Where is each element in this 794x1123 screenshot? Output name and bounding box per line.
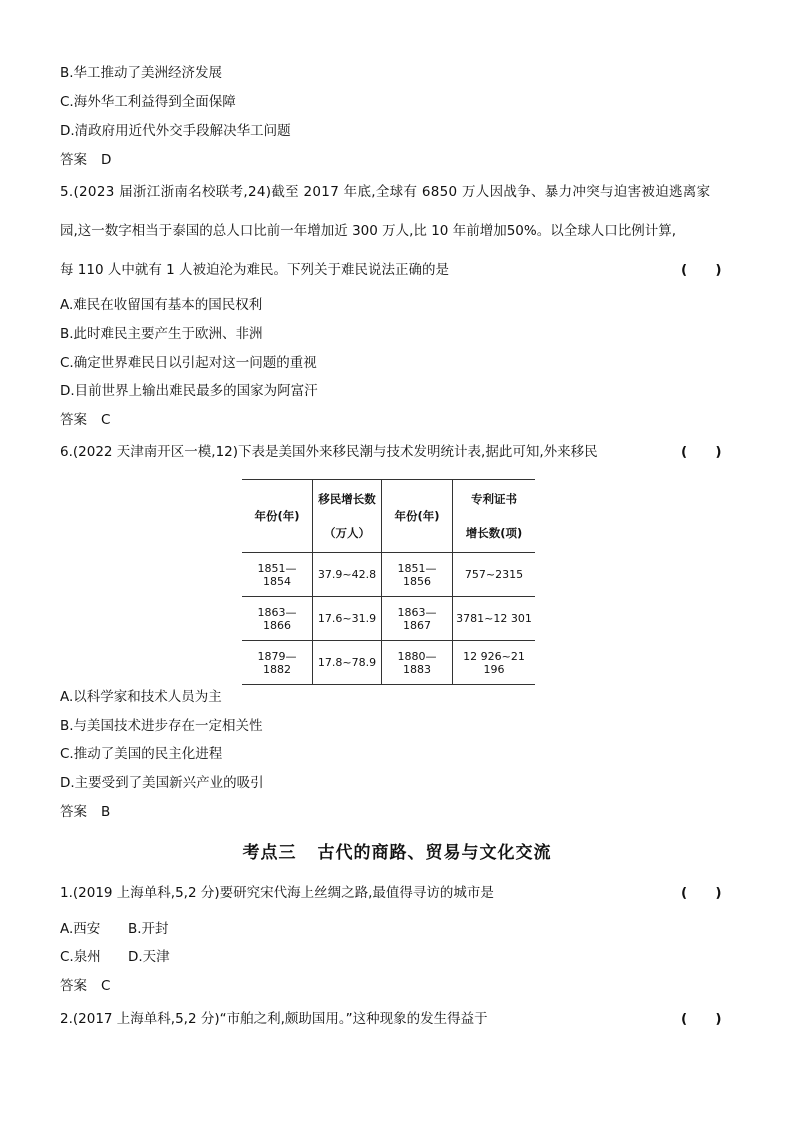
q4-option-b: B.华工推动了美洲经济发展: [60, 65, 223, 81]
q4-answer: [60, 151, 111, 169]
header-year-2: 年份(年): [382, 480, 453, 553]
q5-option-a: A.难民在收留国有基本的国民权利: [60, 297, 263, 313]
table-cell: 1851—1856: [382, 553, 453, 597]
answer-value: C: [101, 412, 111, 428]
q6-stem: 6.(2022 天津南开区一模,12)下表是美国外来移民潮与技术发明统计表,据此可知,外来移民: [60, 444, 598, 460]
table-cell: 17.6~31.9: [313, 597, 382, 641]
table-row: [242, 553, 535, 597]
q5-option-c: C.确定世界难民日以引起对这一问题的重视: [60, 355, 317, 371]
s3q1-option-a: A.西安: [60, 921, 101, 937]
q6-option-a: A.以科学家和技术人员为主: [60, 689, 222, 705]
table-cell: 1863—1867: [382, 597, 453, 641]
table-cell: 757~2315: [453, 553, 536, 597]
q4-option-d: D.清政府用近代外交手段解决华工问题: [60, 123, 291, 139]
s3q1-option-c: C.泉州: [60, 949, 101, 965]
s3q2-answer-blank: ( ): [681, 1011, 722, 1027]
s3q2-stem: 2.(2017 上海单科,5,2 分)“市舶之利,颇助国用。”这种现象的发生得益于: [60, 1011, 488, 1027]
s3q1-option-d: D.天津: [128, 949, 170, 965]
q5-option-b: B.此时难民主要产生于欧洲、非洲: [60, 326, 263, 342]
q6-option-b: B.与美国技术进步存在一定相关性: [60, 718, 263, 734]
header-immigration-growth: 移民增长数 （万人）: [313, 480, 382, 553]
s3q1-answer-blank: ( ): [681, 885, 722, 901]
q6-answer-blank: ( ): [681, 444, 722, 460]
s3q1-option-b: B.开封: [128, 921, 169, 937]
q6-answer: [60, 803, 110, 821]
table-cell: 3781~12 301: [453, 597, 536, 641]
table-cell: 1880—1883: [382, 641, 453, 685]
s3q1-options-row1: [60, 920, 169, 938]
q5-answer: [60, 411, 110, 429]
q6-option-c: C.推动了美国的民主化进程: [60, 746, 223, 762]
table-cell: 1879—1882: [242, 641, 313, 685]
answer-label: 答案: [60, 412, 87, 428]
table-row: [242, 641, 535, 685]
table-cell: 37.9~42.8: [313, 553, 382, 597]
table-row: [242, 597, 535, 641]
table-header-row: [242, 480, 535, 553]
answer-label: 答案: [60, 978, 87, 994]
table-cell: 1863—1866: [242, 597, 313, 641]
answer-label: 答案: [60, 804, 87, 820]
q5-stem-line1: [60, 183, 710, 201]
s3q1-answer: [60, 977, 110, 995]
q5-stem-text1: 5.(2023 届浙江浙南名校联考,24)截至 2017 年底,全球有 6850 万人因战争、暴力冲突与迫害被迫逃离家: [60, 184, 711, 200]
table-cell: 17.8~78.9: [313, 641, 382, 685]
answer-value: C: [101, 978, 111, 994]
q5-option-d: D.目前世界上输出难民最多的国家为阿富汗: [60, 383, 318, 399]
section-title: 考点三 古代的商路、贸易与文化交流: [242, 843, 552, 863]
header-patent-growth: 专利证书 增长数(项): [453, 480, 536, 553]
answer-label: 答案: [60, 152, 87, 168]
table-cell: 12 926~21 196: [453, 641, 536, 685]
q5-answer-blank: ( ): [681, 262, 722, 278]
header-year-1: 年份(年): [242, 480, 313, 553]
immigration-patent-table: [242, 479, 535, 685]
q5-stem-line2: 园,这一数字相当于泰国的总人口比前一年增加近 300 万人,比 10 年前增加50%。以全球人口比例计算,: [60, 223, 676, 239]
s3q1-stem: 1.(2019 上海单科,5,2 分)要研究宋代海上丝绸之路,最值得寻访的城市是: [60, 885, 494, 901]
table-cell: 1851—1854: [242, 553, 313, 597]
q4-option-c: C.海外华工利益得到全面保障: [60, 94, 236, 110]
q5-stem-line3: 每 110 人中就有 1 人被迫沦为难民。下列关于难民说法正确的是: [60, 262, 450, 278]
s3q1-options-row2: [60, 948, 170, 966]
answer-value: D: [101, 152, 112, 168]
answer-value: B: [101, 804, 111, 820]
q6-option-d: D.主要受到了美国新兴产业的吸引: [60, 775, 264, 791]
